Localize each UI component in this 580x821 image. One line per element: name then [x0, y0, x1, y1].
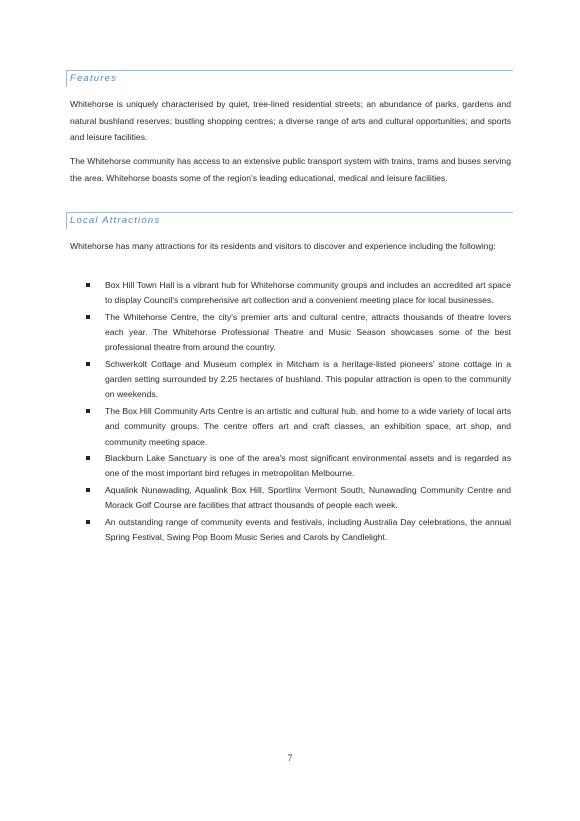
bullet-icon — [86, 520, 90, 524]
list-item-text: Schwerkolt Cottage and Museum complex in Mitcham is a heritage-listed pioneers' stone cottage in a garden setting surrounded by 2.25 hectares of bushland. This popular attraction is open to the community on weekends. — [105, 359, 511, 400]
attractions-list — [70, 278, 511, 547]
bullet-icon — [86, 456, 90, 460]
list-item-text: The Whitehorse Centre, the city's premier arts and cultural centre, attracts thousands of theatre lovers each year. The Whitehorse Professional Theatre and Music Season showcases some of the best professional theatre from around the country. — [105, 311, 511, 353]
list-item — [70, 451, 511, 481]
list-item-text: The Box Hill Community Arts Centre is an artistic and cultural hub, and home to a wide variety of local arts and community groups. The centre offers art and craft classes, an exhibition space, art shop, and community meeting space. — [105, 406, 511, 447]
list-item — [70, 310, 511, 356]
list-item-text: Aqualink Nunawading, Aqualink Box Hill, Sportlinx Vermont South, Nunawading Community Centre and Morack Golf Course are facilities that attract thousands of people each week. — [105, 485, 511, 511]
section-heading-features — [66, 70, 513, 87]
list-item — [70, 278, 511, 308]
paragraph: The Whitehorse community has access to an extensive public transport system with trains, trams and buses serving the area. Whitehorse boasts some of the region's leading educational, medical and leisure facilities. — [70, 156, 511, 183]
list-item — [70, 483, 511, 513]
bullet-icon — [86, 362, 90, 366]
paragraph: Whitehorse is uniquely characterised by quiet, tree-lined residential streets; an abundance of parks, gardens and natural bushland reserves; bustling shopping centres; a diverse range of arts and cultural opportunities; and sports and leisure facilities. — [70, 99, 511, 142]
bullet-icon — [86, 488, 90, 492]
list-item — [70, 515, 511, 545]
list-item-text: Box Hill Town Hall is a vibrant hub for Whitehorse community groups and includes an accredited art space to display Council's comprehensive art collection and a convenient meeting place for local businesses. — [105, 280, 511, 306]
list-item-text: An outstanding range of community events and festivals, including Australia Day celebrations, the annual Spring Festival, Swing Pop Boom Music Series and Carols by Candlelight. — [105, 517, 511, 543]
section-heading-label: Features — [70, 73, 118, 84]
bullet-icon — [86, 315, 90, 319]
list-item — [70, 357, 511, 403]
bullet-icon — [86, 283, 90, 287]
paragraph-intro: Whitehorse has many attractions for its residents and visitors to discover and experience including the following: — [70, 241, 496, 251]
bullet-icon — [86, 409, 90, 413]
list-item — [70, 404, 511, 450]
list-item-text: Blackburn Lake Sanctuary is one of the area's most significant environmental assets and is regarded as one of the most important bird refuges in metropolitan Melbourne. — [105, 453, 511, 479]
section-heading-local-attractions — [66, 212, 513, 229]
page-number: 7 — [287, 753, 293, 763]
section-heading-label: Local Attractions — [70, 215, 161, 226]
